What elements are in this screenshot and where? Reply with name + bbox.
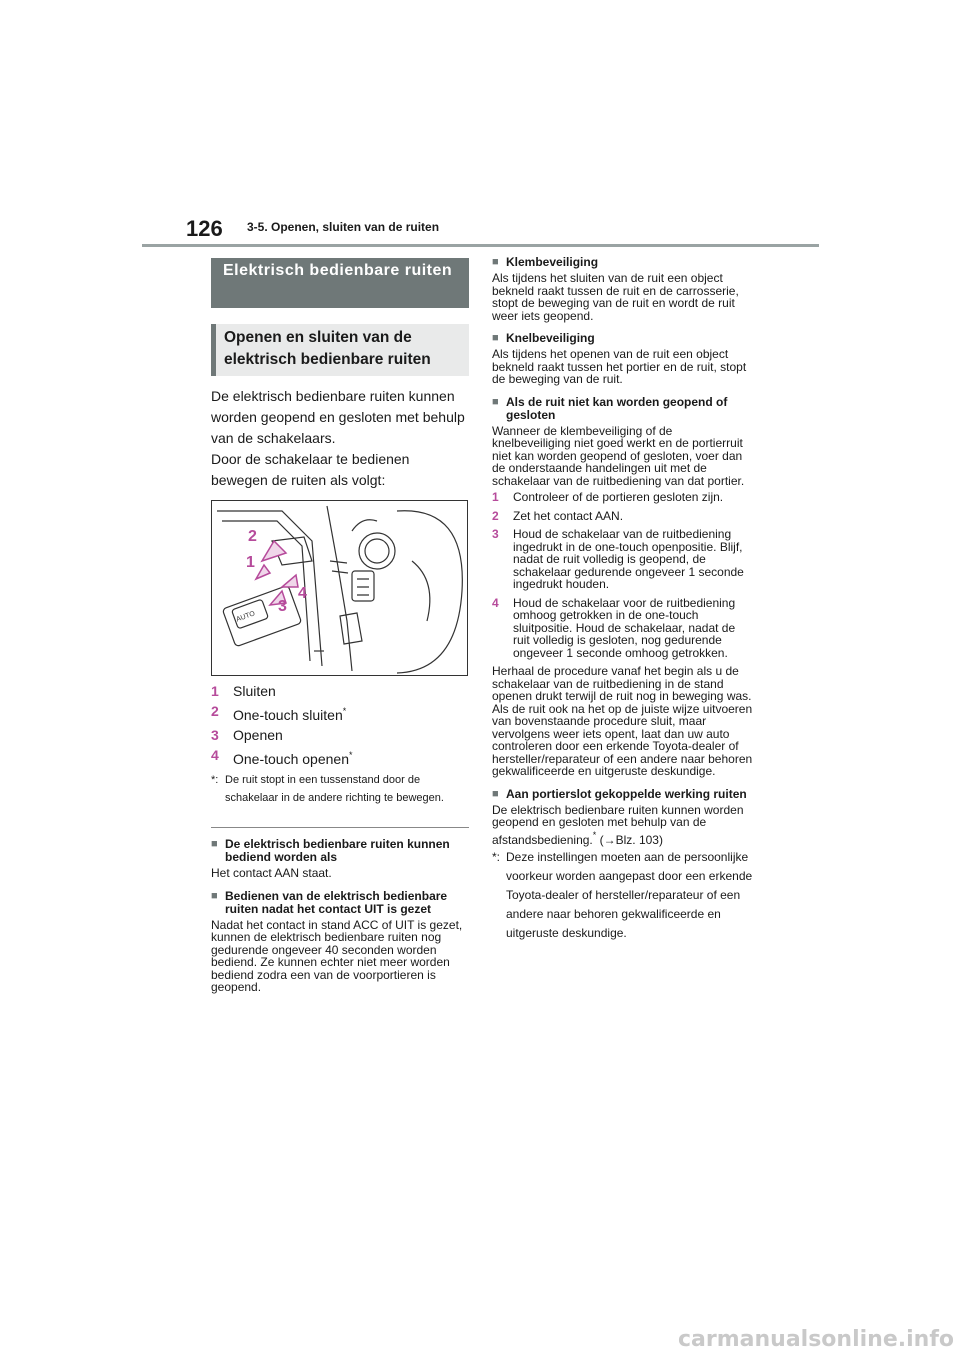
operation-list (211, 681, 469, 769)
note-heading: ■ Bedienen van de elektrisch bedienbare ruiten nadat het contact UIT is gezet (211, 888, 448, 916)
divider (211, 827, 469, 828)
intro-text (211, 386, 469, 491)
note-body: Als tijdens het sluiten van de ruit een object bekneld raakt tussen de ruit en de carrosserie, stopt de beweging van de ruit en wordt de ruit weer iets geopend. (492, 271, 739, 323)
note-heading: ■ De elektrisch bedienbare ruiten kunnen bediend worden als (211, 837, 450, 864)
footnote: *: Deze instellingen moeten aan de persoonlijke voorkeur worden aangepast door een erkende Toyota-dealer of hersteller/reparateur of een andere naar behoren gekwalificeerde en uitgeruste deskundige. (492, 850, 753, 940)
right-column (492, 254, 754, 943)
note-body: Nadat het contact in stand ACC of UIT is gezet, kunnen de elektrisch bedienbare ruiten nog gedurende ongeveer 40 seconden worden bediend. Ze kunnen echter niet meer worden bediend zodra een van de voorportieren is geopend. (211, 917, 463, 994)
step-item: 1 Controleer of de portieren gesloten zijn. (492, 490, 724, 504)
step-item: 4 Houd de schakelaar voor de ruitbediening omhoog getrokken in de one-touch sluitpositie. Houd de schakelaar, nadat de ruit volledig is gesloten, nog gedurende ongeveer 1 seconde omhoog getrokken. (492, 595, 736, 660)
step-item: 3 Houd de schakelaar van de ruitbediening ingedrukt in de one-touch openpositie. Blijf, nadat de ruit volledig is geopend, de schakelaar gedurende ongeveer 1 seconde ingedrukt houden. (492, 527, 744, 591)
note-body: Als tijdens het openen van de ruit een object bekneld raakt tussen het portier en de ruit, stopt de beweging van de ruit. (492, 347, 747, 386)
intro-paragraph-2: Door de schakelaar te bedienen bewegen de ruiten als volgt: (211, 451, 410, 488)
footnote: *: De ruit stopt in een tussenstand door de schakelaar in de andere richting te bewegen. (211, 774, 444, 804)
figure-label-1: 1 (246, 554, 255, 571)
subsection-title: Openen en sluiten van de elektrisch bedienbare ruiten (211, 324, 469, 376)
section-title: Elektrisch bedienbare ruiten (211, 258, 469, 308)
note-heading: ■ Als de ruit niet kan worden geopend of gesloten (492, 394, 728, 422)
list-item: 4 One-touch openen* (211, 747, 353, 767)
step-item: 2 Zet het contact AAN. (492, 508, 624, 523)
list-item: 3 Openen (211, 727, 283, 743)
figure-label-4: 4 (298, 585, 307, 602)
switch-drawing (212, 501, 467, 675)
watermark: carmanualsonline.info (678, 1327, 954, 1352)
figure-label-2: 2 (248, 528, 257, 545)
list-item: 2 One-touch sluiten* (211, 703, 347, 723)
note-heading: ■ Knelbeveiliging (492, 331, 595, 345)
note-body: Het contact AAN staat. (211, 866, 332, 880)
header-rule (142, 244, 819, 247)
figure-label-3: 3 (278, 598, 287, 615)
list-item: 1 Sluiten (211, 683, 276, 699)
note-heading: ■ Klembeveiliging (492, 255, 599, 269)
chapter-title: 3-5. Openen, sluiten van de ruiten (247, 220, 440, 234)
intro-paragraph-1: De elektrisch bedienbare ruiten kunnen worden geopend en gesloten met behulp van de schakelaars. (211, 388, 465, 446)
window-switch-illustration (211, 500, 468, 676)
note-body: Wanneer de klembeveiliging of de knelbeveiliging niet goed werkt en de portierruit niet kan worden geopend of gesloten, voer dan de onderstaande handelingen uit met de schakelaar van de ruitbediening van dat portier. (492, 423, 745, 488)
note-heading: ■ Aan portierslot gekoppelde werking ruiten (492, 786, 747, 801)
procedure-steps (492, 491, 754, 659)
note-body: De elektrisch bedienbare ruiten kunnen worden geopend en gesloten met behulp van de afstandsbediening.* (→Blz. 103) (492, 802, 744, 847)
auto-button-text: AUTO (235, 610, 257, 624)
left-column (211, 258, 469, 994)
note-body: Herhaal de procedure vanaf het begin als u de schakelaar van de ruitbediening in de stand openen drukt terwijl de ruit nog in beweging was. Als de ruit ook na het op de juiste wijze uitvoeren van bovenstaande procedure sluit, maar vervolgens weer iets opent, laat dan uw auto controleren door een erkende Toyota-dealer of hersteller/reparateur of een andere naar behoren gekwalificeerde en uitgeruste deskundige. (492, 664, 753, 778)
page-number: 126 (186, 216, 223, 241)
